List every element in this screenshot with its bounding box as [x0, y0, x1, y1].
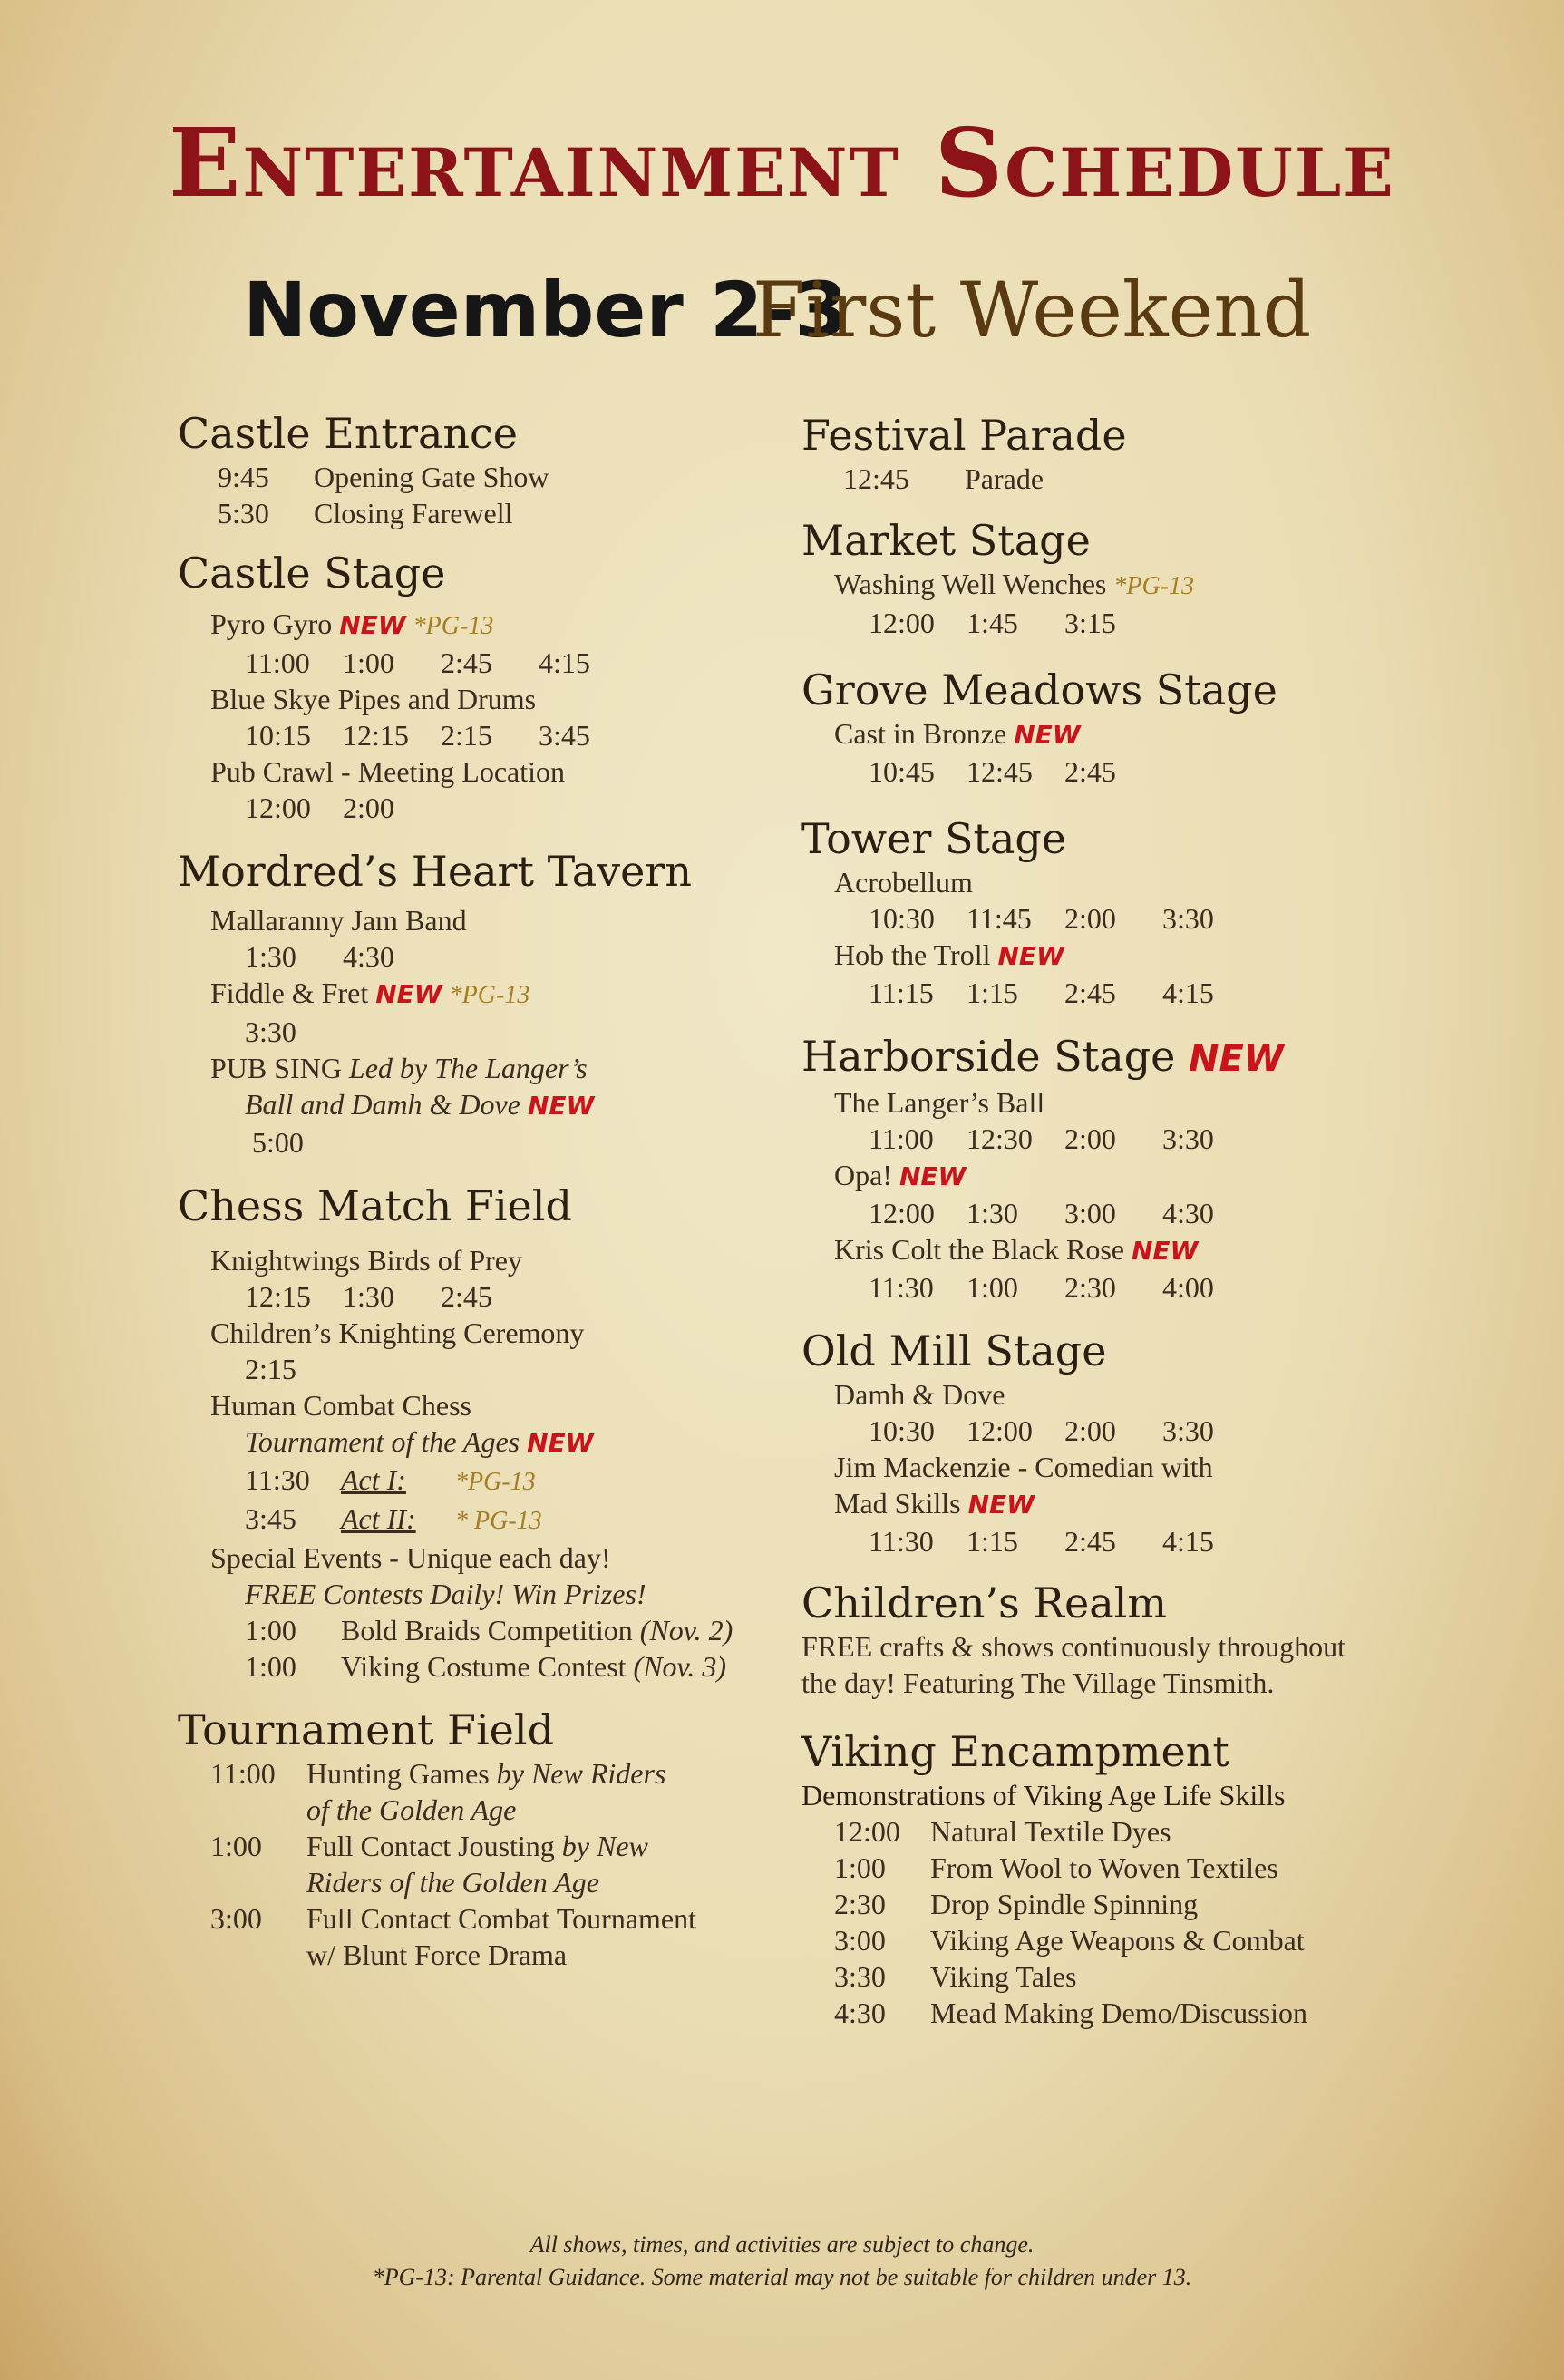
section-heading: Market Stage [801, 516, 1091, 565]
description-line: FREE crafts & shows continuously throughout [801, 1630, 1345, 1663]
act-name: Washing Well Wenches [834, 568, 1107, 600]
act-name-row [178, 902, 803, 938]
act-name: Opa! [834, 1159, 892, 1191]
act-name-row [801, 1084, 1454, 1121]
act-name: Mad Skills [834, 1487, 961, 1520]
times-row: 12:00 1:45 3:15 [869, 607, 1116, 639]
event-date-note: (Nov. 2) [639, 1614, 733, 1647]
act-description-row [178, 1423, 803, 1462]
event-name: Mead Making Demo/Discussion [930, 1996, 1307, 2029]
act-name: Acrobellum [834, 866, 973, 899]
pg13-badge: *PG-13 [413, 612, 494, 640]
section-heading: Old Mill Stage [801, 1326, 1107, 1375]
section-heading: Castle Stage [178, 549, 446, 597]
act-description: - Unique each day! [382, 1541, 611, 1574]
new-badge: NEW [967, 1490, 1035, 1520]
section-grove-meadows-stage [801, 665, 1454, 790]
act-label: Act I: [341, 1463, 406, 1496]
schedule-row: 1:00 From Wool to Woven Textiles [834, 1851, 1278, 1884]
event-name: w/ Blunt Force Drama [306, 1938, 568, 1971]
new-badge: NEW [1014, 720, 1081, 750]
new-badge: NEW [339, 610, 406, 640]
pg13-badge: *PG-13 [449, 981, 530, 1009]
section-market-stage [801, 515, 1454, 641]
act-name-row [178, 1387, 803, 1423]
act-name-row [801, 715, 1454, 753]
act-name: Kris Colt the Black Rose [834, 1233, 1124, 1266]
schedule-row: 1:00 Full Contact Jousting by New [210, 1830, 648, 1862]
event-name: Natural Textile Dyes [930, 1815, 1171, 1848]
act-name-row [801, 864, 1454, 900]
act-name: Fiddle & Fret [210, 976, 369, 1009]
act-name-row [178, 1315, 803, 1351]
new-badge: NEW [527, 1428, 594, 1458]
event-name: Drop Spindle Spinning [930, 1888, 1199, 1920]
event-credit: of the Golden Age [306, 1793, 517, 1826]
section-old-mill-stage [801, 1326, 1454, 1559]
new-badge: NEW [997, 941, 1064, 971]
event-name: Closing Farewell [314, 497, 513, 529]
act-name-row [178, 1540, 803, 1576]
section-mordreds-heart-tavern [178, 846, 803, 1161]
times-row: 10:45 12:45 2:45 [869, 755, 1116, 788]
act-description-row [178, 1086, 803, 1124]
section-tournament-field [178, 1705, 803, 1973]
event-credit: by New [561, 1830, 648, 1862]
schedule-row: 2:30 Drop Spindle Spinning [834, 1888, 1199, 1920]
section-heading: Tournament Field [178, 1705, 555, 1754]
act-name-row [801, 1376, 1454, 1413]
schedule-row: 3:00 Full Contact Combat Tournament [210, 1902, 697, 1935]
times-row: 11:00 12:30 2:00 3:30 [869, 1122, 1214, 1155]
schedule-row: 3:30 Viking Tales [834, 1960, 1077, 1993]
section-heading: Festival Parade [801, 411, 1127, 460]
event-name: Viking Costume Contest [341, 1650, 627, 1683]
section-heading: Children’s Realm [801, 1579, 1167, 1627]
schedule-row: 1:00 Bold Braids Competition (Nov. 2) [245, 1614, 733, 1647]
act-name-row [178, 1242, 803, 1278]
section-harborside-stage [801, 1031, 1454, 1306]
new-badge: NEW [1189, 1038, 1284, 1080]
act-name-row [178, 681, 803, 717]
event-name: Bold Braids Competition [341, 1614, 633, 1647]
act-name: PUB SING [210, 1052, 342, 1084]
act-name-row [801, 1485, 1454, 1523]
act-name-row [801, 1231, 1454, 1269]
times-row: 11:30 1:15 2:45 4:15 [869, 1525, 1214, 1558]
times-row: 2:15 [245, 1353, 296, 1385]
times-row: 12:00 1:30 3:00 4:30 [869, 1197, 1214, 1229]
section-tower-stage [801, 813, 1454, 1011]
schedule-row [178, 495, 803, 531]
schedule-row: 11:00 Hunting Games by New Riders [210, 1757, 666, 1790]
times-row: 10:30 11:45 2:00 3:30 [869, 902, 1214, 935]
time: 5:30 [218, 497, 269, 529]
act-label: Act II: [341, 1502, 416, 1535]
section-festival-parade [801, 410, 1454, 497]
times-row: 11:30 1:00 2:30 4:00 [869, 1271, 1214, 1304]
act-description-row [178, 1576, 803, 1612]
schedule-row-cont [178, 1864, 803, 1900]
right-column [801, 410, 1454, 2031]
act-name: Human Combat Chess [210, 1389, 471, 1422]
section-castle-entrance [178, 408, 803, 531]
left-column [178, 408, 803, 1973]
act-name-row [801, 1157, 1454, 1195]
pg13-badge: *PG-13 [455, 1468, 536, 1496]
times-row: 5:00 [252, 1126, 304, 1159]
event-credit: Riders of the Golden Age [306, 1866, 599, 1899]
act-name: Special Events [210, 1541, 383, 1574]
footer-pg13-note: *PG-13: Parental Guidance. Some material may not be suitable for children under 13. [372, 2264, 1192, 2290]
section-heading: Mordred’s Heart Tavern [178, 847, 692, 896]
event-name: Full Contact Jousting [306, 1830, 555, 1862]
act-name-row [178, 975, 803, 1014]
event-name: Viking Age Weapons & Combat [930, 1924, 1305, 1957]
act-name-row [801, 937, 1454, 975]
act-name-row [178, 753, 803, 790]
event-name: Hunting Games [306, 1757, 490, 1790]
event-credit: by New Riders [496, 1757, 666, 1790]
event-name: From Wool to Woven Textiles [930, 1851, 1278, 1884]
section-viking-encampment [801, 1726, 1454, 2031]
act-name: Knightwings Birds of Prey [210, 1244, 522, 1277]
times-row: 11:30 Act I: *PG-13 [245, 1463, 536, 1496]
section-heading: Tower Stage [801, 814, 1067, 863]
new-badge: NEW [1131, 1236, 1199, 1266]
schedule-row: 1:00 Viking Costume Contest (Nov. 3) [245, 1650, 727, 1683]
act-name-row [801, 1449, 1454, 1485]
time: 9:45 [218, 461, 269, 493]
times-row: 3:45 Act II: * PG-13 [245, 1502, 542, 1535]
times-row: 10:15 12:15 2:15 3:45 [245, 719, 590, 752]
description-line: the day! Featuring The Village Tinsmith. [801, 1666, 1275, 1699]
section-castle-stage [178, 548, 803, 826]
act-name: Pub Crawl - Meeting Location [210, 755, 566, 788]
act-description: Led by The Langer’s [348, 1052, 588, 1084]
event-name: Full Contact Combat Tournament [306, 1902, 697, 1935]
event-date-note: (Nov. 3) [633, 1650, 727, 1683]
act-name: Blue Skye Pipes and Drums [210, 683, 537, 715]
section-heading: Chess Match Field [178, 1181, 572, 1230]
act-name: Cast in Bronze [834, 717, 1007, 750]
schedule-row-cont [178, 1792, 803, 1828]
act-description: Ball and Damh & Dove [245, 1088, 520, 1121]
event-name: Parade [965, 462, 1044, 495]
section-chess-match-field [178, 1180, 803, 1685]
footer-disclaimer: All shows, times, and activities are subject to change. [529, 2231, 1035, 2258]
times-row: 12:15 1:30 2:45 [245, 1280, 492, 1313]
pg13-badge: *PG-13 [1113, 572, 1195, 600]
act-name: Damh & Dove [834, 1378, 1005, 1411]
times-row: 12:00 2:00 [245, 792, 394, 824]
section-heading: Viking Encampment [801, 1727, 1229, 1776]
times-row: 11:15 1:15 2:45 4:15 [869, 976, 1214, 1009]
weekend-label: First Weekend [753, 266, 1312, 355]
new-badge: NEW [527, 1091, 595, 1121]
event-date: November 2-3 [243, 266, 848, 355]
schedule-row-cont [178, 1937, 803, 1973]
act-name: Pyro Gyro [210, 607, 333, 640]
act-name: Hob the Troll [834, 938, 991, 971]
page-title: Entertainment Schedule [169, 107, 1395, 219]
event-name: Viking Tales [930, 1960, 1077, 1993]
act-name-row [178, 1050, 803, 1086]
schedule-row: 12:45 Parade [843, 462, 1044, 495]
act-description: FREE Contests Daily! Win Prizes! [245, 1578, 646, 1610]
act-name: Mallaranny Jam Band [210, 904, 467, 937]
new-badge: NEW [899, 1161, 967, 1191]
act-name: Children’s Knighting Ceremony [210, 1316, 585, 1349]
schedule-row: 3:00 Viking Age Weapons & Combat [834, 1924, 1305, 1957]
times-row: 3:30 [245, 1015, 296, 1048]
section-heading-text: Harborside Stage [801, 1032, 1176, 1081]
schedule-row: 4:30 Mead Making Demo/Discussion [834, 1996, 1307, 2029]
section-heading: Grove Meadows Stage [801, 665, 1277, 714]
act-name-row [178, 606, 803, 645]
section-childrens-realm [801, 1578, 1454, 1701]
act-name: Jim Mackenzie - Comedian with [834, 1451, 1213, 1483]
new-badge: NEW [375, 979, 442, 1009]
pg13-badge: * PG-13 [455, 1507, 542, 1535]
schedule-row [178, 459, 803, 495]
section-heading [801, 1031, 1454, 1084]
event-name: Opening Gate Show [314, 461, 549, 493]
act-name: The Langer’s Ball [834, 1086, 1045, 1119]
section-subheading: Demonstrations of Viking Age Life Skills [801, 1779, 1286, 1812]
times-row: 1:30 4:30 [245, 940, 394, 973]
act-description: Tournament of the Ages [245, 1425, 520, 1458]
times-row: 10:30 12:00 2:00 3:30 [869, 1414, 1214, 1447]
schedule-row: 12:00 Natural Textile Dyes [834, 1815, 1171, 1848]
times-row: 11:00 1:00 2:45 4:15 [245, 646, 590, 679]
act-name-row [801, 566, 1454, 605]
section-heading: Castle Entrance [178, 409, 518, 458]
